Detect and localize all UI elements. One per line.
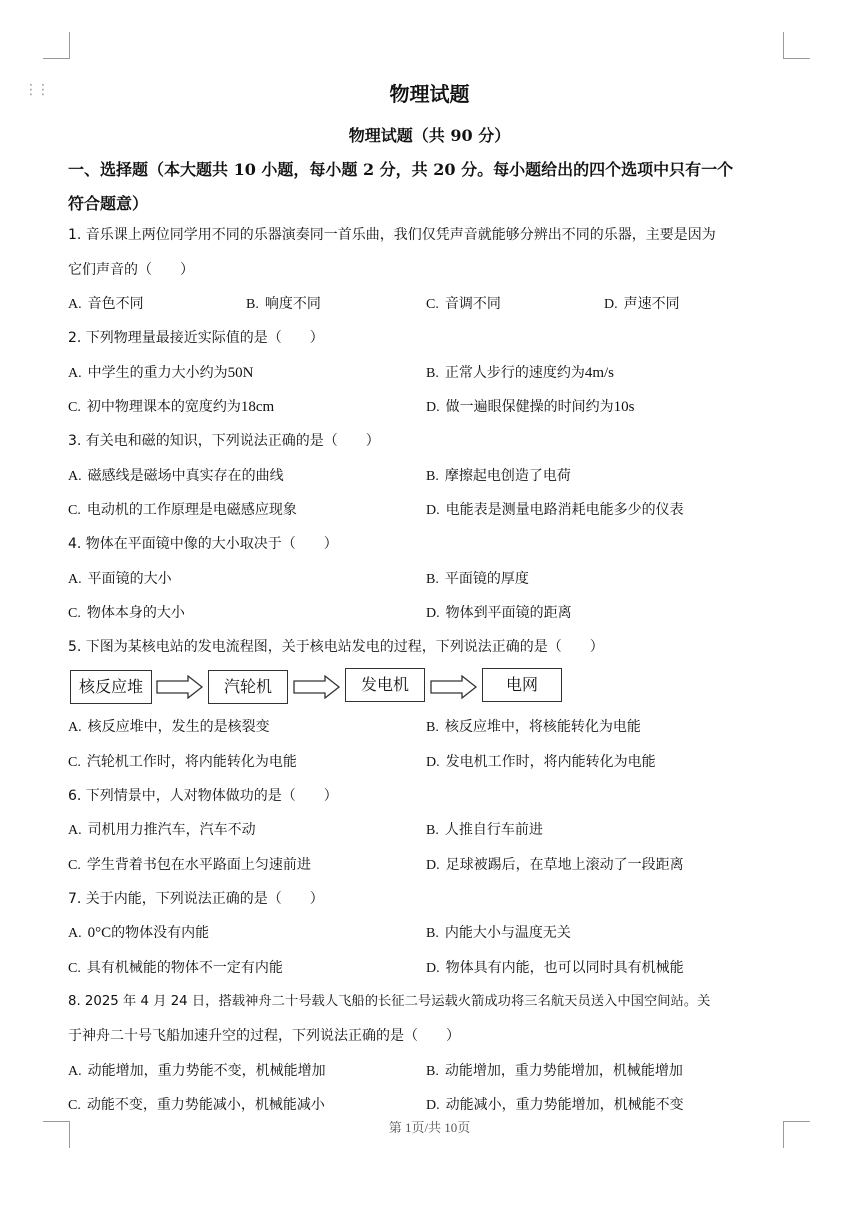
q8-stem-cont: 于神舟二十号飞船加速升空的过程，下列说法正确的是（ ）: [68, 1028, 460, 1044]
q1-option-b: B. 响度不同: [246, 296, 321, 312]
q4-option-c: C. 物体本身的大小: [68, 605, 185, 621]
flow-box-turbine: 汽轮机: [208, 670, 288, 704]
q7-option-d: D. 物体具有内能，也可以同时具有机械能: [426, 960, 684, 976]
q7-stem: 7. 关于内能，下列说法正确的是（ ）: [68, 891, 324, 907]
q7-option-b: B. 内能大小与温度无关: [426, 925, 571, 941]
crop-mark-top-right: [783, 32, 810, 59]
q6-option-d: D. 足球被踢后，在草地上滚动了一段距离: [426, 857, 684, 873]
q3-option-b: B. 摩擦起电创造了电荷: [426, 468, 571, 484]
q7-option-c: C. 具有机械能的物体不一定有内能: [68, 960, 283, 976]
q7-option-a: A. 0°C的物体没有内能: [68, 925, 210, 941]
q4-option-d: D. 物体到平面镜的距离: [426, 605, 572, 621]
q5-option-c: C. 汽轮机工作时，将内能转化为电能: [68, 754, 297, 770]
drag-handle-icon[interactable]: ⋮⋮: [24, 82, 48, 98]
q2-option-b: B. 正常人步行的速度约为4m/s: [426, 365, 615, 381]
q6-option-c: C. 学生背着书包在水平路面上匀速前进: [68, 857, 311, 873]
q4-option-a: A. 平面镜的大小: [68, 571, 172, 587]
crop-mark-top-left: [43, 32, 70, 59]
q5-option-b: B. 核反应堆中，将核能转化为电能: [426, 719, 641, 735]
q2-option-a: A. 中学生的重力大小约为50N: [68, 365, 254, 381]
q5-stem: 5. 下图为某核电站的发电流程图，关于核电站发电的过程，下列说法正确的是（ ）: [68, 639, 604, 655]
page-title: 物理试题: [389, 82, 470, 106]
q8-option-c: C. 动能不变，重力势能减小，机械能减小: [68, 1097, 325, 1113]
q2-option-c: C. 初中物理课本的宽度约为18cm: [68, 399, 275, 415]
q3-option-c: C. 电动机的工作原理是电磁感应现象: [68, 502, 297, 518]
page-number: 第 1页/共 10页: [388, 1120, 471, 1135]
q4-stem: 4. 物体在平面镜中像的大小取决于（ ）: [68, 536, 338, 552]
flow-box-reactor: 核反应堆: [70, 670, 152, 704]
flow-arrow-2: [293, 675, 341, 699]
q5-option-d: D. 发电机工作时，将内能转化为电能: [426, 754, 656, 770]
q8-stem: 8. 2025 年 4 月 24 日，搭载神舟二十号载人飞船的长征二号运载火箭成功将三名航天员送入中国空间站。关: [68, 994, 711, 1009]
q1-option-c: C. 音调不同: [426, 296, 501, 312]
page-subtitle: 物理试题（共 90 分）: [348, 126, 511, 145]
flow-arrow-3: [430, 675, 478, 699]
flow-box-grid: 电网: [482, 668, 562, 702]
section-heading: 一、选择题（本大题共 10 小题，每小题 2 分，共 20 分。每小题给出的四个选项中只有一个: [68, 160, 734, 179]
q3-option-d: D. 电能表是测量电路消耗电能多少的仪表: [426, 502, 684, 518]
q2-stem: 2. 下列物理量最接近实际值的是（ ）: [68, 330, 324, 346]
q3-stem: 3. 有关电和磁的知识，下列说法正确的是（ ）: [68, 433, 380, 449]
q4-option-b: B. 平面镜的厚度: [426, 571, 529, 587]
q6-option-b: B. 人推自行车前进: [426, 822, 543, 838]
section-heading-cont: 符合题意）: [68, 194, 149, 213]
q8-option-b: B. 动能增加，重力势能增加，机械能增加: [426, 1063, 683, 1079]
flow-box-generator: 发电机: [345, 668, 425, 702]
q1-option-d: D. 声速不同: [604, 296, 680, 312]
q1-stem-cont: 它们声音的（ ）: [68, 262, 194, 278]
q6-stem: 6. 下列情景中，人对物体做功的是（ ）: [68, 788, 338, 804]
power-flow-diagram: [68, 668, 588, 710]
q5-option-a: A. 核反应堆中，发生的是核裂变: [68, 719, 270, 735]
q2-option-d: D. 做一遍眼保健操的时间约为10s: [426, 399, 635, 415]
q8-option-a: A. 动能增加，重力势能不变，机械能增加: [68, 1063, 326, 1079]
flow-arrow-1: [156, 675, 204, 699]
q1-stem: 1. 音乐课上两位同学用不同的乐器演奏同一首乐曲，我们仅凭声音就能够分辨出不同的乐器，主要是因为: [68, 227, 716, 243]
q8-option-d: D. 动能减小，重力势能增加，机械能不变: [426, 1097, 684, 1113]
q3-option-a: A. 磁感线是磁场中真实存在的曲线: [68, 468, 284, 484]
q1-option-a: A. 音色不同: [68, 296, 144, 312]
q6-option-a: A. 司机用力推汽车，汽车不动: [68, 822, 256, 838]
